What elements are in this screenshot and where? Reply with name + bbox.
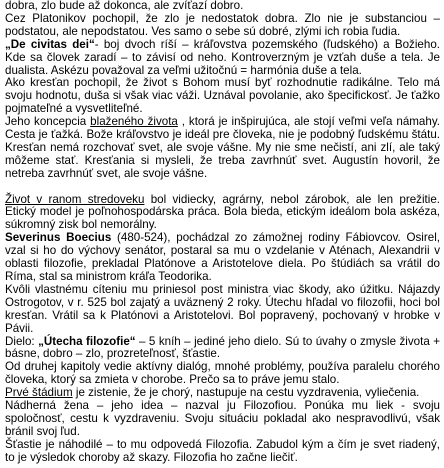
work-title-consolation-of-philosophy: „Útecha filozofie“ — [38, 334, 136, 348]
paragraph-boecius-minister: Kvôli vlastnému cíteniu mu priniesol post ministra viac škody, ako úžitku. Nájazdy Ostrogotov, v r. 525 bol zajatý a uväznený 2 roky. Útechu hľadal vo filozofii, hoci bol kresťan. Vrátil sa k Platónovi a Aristotelovi. Bol popravený, pochovaný v hrobke v Pávii. — [5, 282, 440, 335]
paragraph-boecius-bio — [5, 232, 440, 284]
paragraph-intro: dobra, zlo bude až dokonca, ale zvíťazí dobro. — [5, 0, 244, 12]
paragraph-text: Dielo: — [5, 334, 39, 348]
paragraph-evil-as-lack-of-good: Cez Platonikov pochopil, že zlo je nedostatok dobra. Zlo nie je substanciou – podstatou, ale nepodstatou. Ves samo o sebe sú dobré, zlými ich robia ľudia. — [5, 11, 440, 38]
paragraph-philosophy-woman: Nádherná žena – jeho idea – nazval ju Filozofiou. Ponúka mu liek - svoju spoločnosť, cestu k vyzdraveniu. Svoju situáciu pokladal ako nespravodlivú, však bránil svoj ľud. — [5, 399, 440, 438]
paragraph-text: – 5 kníh – jediné jeho dielo. Sú to úvahy o zmysle života + básne, dobro – zlo, prozreteľnosť, šťastie. — [5, 334, 440, 361]
paragraph-consolation-work — [5, 336, 440, 362]
person-name-severinus-boecius: Severinus Boecius — [5, 231, 112, 245]
paragraph-text: - boj dvoch ríší – kráľovstva pozemského (ľudského) a Božieho. Kde sa človek zaradí – to závisí od neho. Kontroverzným je vzťah duše a tela. Je dualista. Askézu považoval za veľmi užitočnú = harmónia duše a tela. — [5, 37, 440, 77]
work-title-de-civitas-dei: „De civitas dei“ — [5, 37, 95, 51]
paragraph-text: bol vidiecky, agrárny, nebol zárobok, ale len prežitie. Etický model je poľnohospodárska práca. Bola bieda, etickým ideálom bola askéza, súkromný zisk bol nemorálny. — [5, 192, 440, 232]
term-blessed-life: blaženého života — [90, 115, 178, 129]
paragraph-happiness: Šťastie je náhodilé – to mu odpovedá Filozofia. Zabudol kým a čím je svet riadený, to je výsledok choroby až skazy. Filozofia ho začne liečiť. — [5, 437, 440, 464]
paragraph-dialogue: Od druhej kapitoly vedie aktívny dialóg, mnohé problémy, používa paralelu chorého človeka, ktorý sa zmieta v chorobe. Prečo sa to práve jemu stalo. — [5, 360, 440, 387]
term-first-stage: Prvé štádium — [5, 386, 73, 400]
paragraph-de-civitas-dei — [5, 39, 440, 78]
paragraph-text: Jeho koncepcia — [5, 115, 91, 129]
paragraph-early-middle-ages — [5, 194, 440, 233]
paragraph-text: , ktorá je inšpirujúca, ale stojí veľmi veľa námahy. Cesta je ťažká. Bože kráľovstvo je ideál pre človeka, nie je podobný ľudskému štátu. Kresťan nemá rozchovať svet, ale svoje vášne. My nie sme nečistí, ani zlí, ale taký môžeme stať. Kresťania si mysleli, že treba zavrhnúť svet. Augustín hovoril, že netreba zavrhnúť svet, ale svoje vášne. — [5, 115, 440, 180]
paragraph-blessed-life — [5, 116, 440, 181]
paragraph-life-with-god: Ako kresťan pochopil, že život s Bohom musí byť rozhodnutie radikálne. Telo má svoju hodnotu, duša si však viac váži. Uznával povolanie, ako špecifickosť. Je ťažko pojmateľné a vysvetliteľné. — [5, 76, 440, 116]
paragraph-text: je zistenie, že je chorý, nastupuje na cestu vyzdravenia, vyliečenia. — [72, 386, 420, 400]
term-early-middle-ages-life: Život v ranom stredoveku — [5, 192, 145, 206]
paragraph-text: (480-524), pochádzal zo zámožnej rodiny Fábiovcov. Osirel, vzal si ho do výchovy senátor, postaral sa mu o vzdelanie v Aténach, Alexandrii v oblasti filozofie, prekladal Platónove a Aristotelove diela. Po štúdiách sa vrátil do Ríma, stal sa ministrom kráľa Teodorika. — [5, 231, 440, 284]
